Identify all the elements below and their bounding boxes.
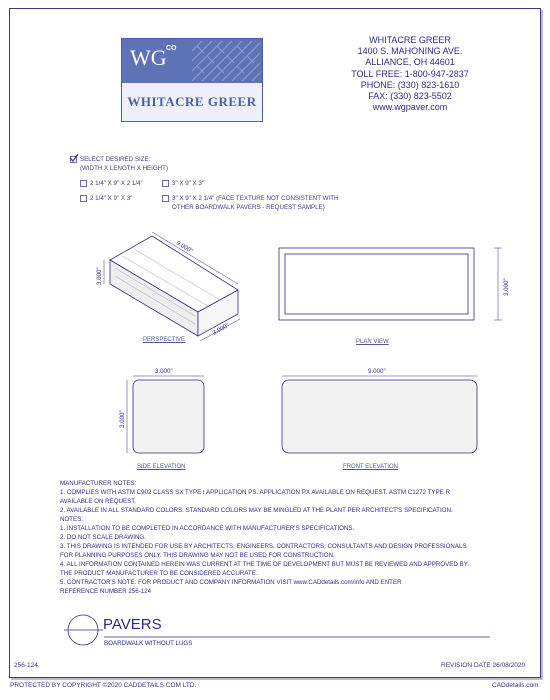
note-line: FOR PLANNING PURPOSES ONLY. THIS DRAWING MAY NOT BE USED FOR CONSTRUCTION. <box>60 552 335 559</box>
note-line: THE PRODUCT MANUFACTURER TO BE CONSIDERED ACCURATE. <box>60 570 258 577</box>
size-option-label-4: 3" X 9" X 2 1/4" (FACE TEXTURE NOT CONSISTENT WITH <box>172 195 339 202</box>
drawing-subtitle: BOARDWALK WITHOUT LUGS <box>104 640 193 647</box>
company-tollfree: TOLL FREE: 1-800-947-2837 <box>351 68 469 79</box>
perspective-label: PERSPECTIVE <box>143 337 186 343</box>
note-line: NOTES: <box>60 516 84 523</box>
select-size-heading: SELECT DESIRED SIZE: <box>80 156 151 163</box>
logo-wordmark: WHITACRE GREER <box>122 83 262 121</box>
note-line: REFERENCE NUMBER 256-124 <box>60 588 152 595</box>
company-website[interactable]: www.wgpaver.com <box>372 102 448 113</box>
note-line: 1. INSTALLATION TO BE COMPLETED IN ACCORDANCE WITH MANUFACTURER'S SPECIFICATIONS. <box>60 525 355 532</box>
plan-view-drawing <box>279 248 502 320</box>
plan-view-label: PLAN VIEW <box>356 339 389 345</box>
company-name: WHITACRE GREER <box>369 35 451 45</box>
copyright-notice: PROTECTED BY COPYRIGHT ©2020 CADDETAILS.COM LTD. <box>10 682 197 689</box>
company-phone: PHONE: (330) 823-1610 <box>360 79 460 90</box>
caddetails-brand[interactable]: CADdetails.com <box>492 682 539 689</box>
notes-block <box>60 479 468 596</box>
perspective-brick <box>104 232 240 341</box>
perspective-dim-3-left: 3.000" <box>96 267 103 285</box>
note-line: 4. ALL INFORMATION CONTAINED HEREIN WAS CURRENT AT THE TIME OF DEVELOPMENT BUT MUST BE REVIEWED AND APPROVED BY <box>60 561 468 568</box>
side-dim-3-left: 3.000" <box>119 410 126 428</box>
company-address-line2: ALLIANCE, OH 44601 <box>365 57 455 68</box>
drawing-reference: 256-124 <box>14 662 38 669</box>
note-line: 2. DO NOT SCALE DRAWING. <box>60 534 146 541</box>
side-elevation-drawing <box>127 376 204 453</box>
logo-mark: WG <box>130 45 167 70</box>
note-line: MANUFACTURER NOTES: <box>60 480 137 487</box>
note-line: 5. CONTRACTOR'S NOTE: FOR PRODUCT AND COMPANY INFORMATION VISIT www.CADdetails.com/info AND ENTER <box>60 579 402 586</box>
note-line: 3. THIS DRAWING IS INTENDED FOR USE BY ARCHITECTS, ENGINEERS, CONTRACTORS, CONSULTANTS AND DESIGN PROFESSIONALS <box>60 543 467 550</box>
plan-dim-3: 3.000" <box>503 278 510 296</box>
size-option-label-1: 2 1/4" X 9" X 2 1/4" <box>90 180 143 187</box>
size-option-label-3: 2 1/4" X 9" X 3" <box>90 195 133 202</box>
company-fax: FAX: (330) 823-5502 <box>368 91 452 102</box>
select-size-subheading: (WIDTH X LENGTH X HEIGHT) <box>80 165 168 172</box>
front-elevation-drawing <box>282 376 477 453</box>
side-dim-3-top: 3.000" <box>155 368 173 375</box>
revision-date: REVISION DATE 26/08/2020 <box>441 662 526 669</box>
front-elevation-label: FRONT ELEVATION <box>343 464 399 470</box>
size-option-label-4-cont: OTHER BOARDWALK PAVERS - REQUEST SAMPLE) <box>172 204 325 211</box>
drawing-title: PAVERS <box>103 616 162 633</box>
side-elevation-label: SIDE ELEVATION <box>137 464 186 470</box>
logo-co: CO <box>166 45 177 52</box>
size-option-label-2: 3" X 9" X 3" <box>172 180 205 187</box>
note-line: AVAILABLE ON REQUEST. <box>60 498 137 505</box>
note-line: 2. AVAILABLE IN ALL STANDARD COLORS. STANDARD COLORS MAY BE MINGLED AT THE PLANT PER ARCHITECT'S SPECIFICATION. <box>60 507 453 514</box>
front-dim-9: 9.000" <box>368 368 386 375</box>
perspective-dim-3-bottom: 3.000" <box>211 321 231 337</box>
company-address-line1: 1400 S. MAHONING AVE. <box>357 46 463 57</box>
perspective-dim-9: 9.000" <box>174 239 194 255</box>
note-line: 1. COMPLIES WITH ASTM C902 CLASS SX TYPE I APPLICATION PS. APPLICATION PX AVAILABLE ON REQUEST. ASTM C1272 TYPE R <box>60 489 450 496</box>
